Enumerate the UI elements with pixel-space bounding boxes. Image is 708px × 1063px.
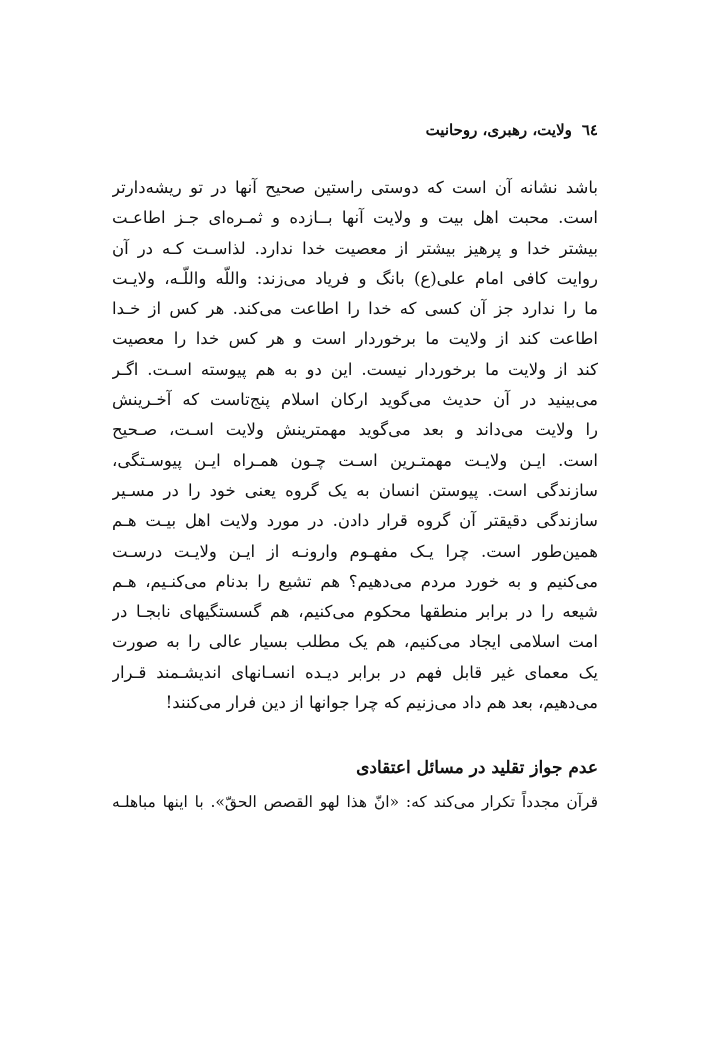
text-line: ما را ندارد جز آن کسی که خدا را اطاعت می‌کند. هر کس از خـدا [112,299,598,319]
text-line: را ولایت می‌داند و بعد می‌گوید مهمترینش ولایت اسـت، صـحیح [112,420,598,440]
header-title: ولایت، رهبری، روحانیت [425,121,572,139]
text-line: بیشتر خدا و پرهیز بیشتر از معصیت خدا ندارد. لذاسـت کـه در آن [112,238,598,258]
text-line: است. ایـن ولایـت مهمتـرین اسـت چـون همـراه ایـن پیوسـتگی، [112,450,598,470]
page-number: ٦٤ [581,121,598,139]
text-line: اطاعت کند از ولایت ما برخوردار است و هر کس خدا را معصیت [112,329,598,349]
running-header [112,118,598,142]
text-line: می‌دهیم، بعد هم داد می‌زنیم که چرا جوانها از دین فرار می‌کنند! [165,693,598,713]
text-line: امت اسلامی ایجاد می‌کنیم، هم یک مطلب بسیار عالی را به صورت [112,632,598,652]
text-line: سازندگی دقیقتر آن گروه قرار دادن. در مورد ولایت اهل بیـت هـم [112,511,598,531]
text-line: روایت کافی امام علی(ع) بانگ و فریاد می‌زند: واللّه واللّـه، ولایـت [112,268,598,288]
section-heading: عدم جواز تقلید در مسائل اعتقادی [356,758,598,779]
body-paragraph [112,173,598,718]
text-line: کند از ولایت ما برخوردار نیست. این دو به هم پیوسته اسـت. اگـر [112,359,598,379]
book-page [112,118,598,817]
text-line: همین‌طور است. چرا یـک مفهـوم وارونـه از ایـن ولایـت درسـت [112,541,598,561]
text-line: می‌کنیم و به خورد مردم می‌دهیم؟ هم تشیع را بدنام می‌کنـیم، هـم [112,571,598,591]
text-line: شیعه را در برابر منطقها محکوم می‌کنیم، هم گسستگیهای نابجـا در [112,602,598,622]
section-text-line: قرآن مجدداً تکرار می‌کند که: «انّ هذا لهو القصص الحقّ». با اینها مباهلـه [112,793,598,812]
text-line: یک معمای غیر قابل فهم در برابر دیـده انسـانهای اندیشـمند قـرار [112,662,598,682]
text-line: است. محبت اهل بیت و ولایت آنها بــازده و ثمـره‌ای جـز اطاعـت [112,208,598,228]
text-line: سازندگی است. پیوستن انسان به یک گروه یعنی خود را در مسـیر [112,480,598,500]
text-line: باشد نشانه آن است که دوستی راستین صحیح آنها در تو ریشه‌دارتر [112,178,598,197]
text-line: می‌بینید در آن حدیث می‌گوید ارکان اسلام پنج‌تاست که آخـرینش [112,390,598,410]
